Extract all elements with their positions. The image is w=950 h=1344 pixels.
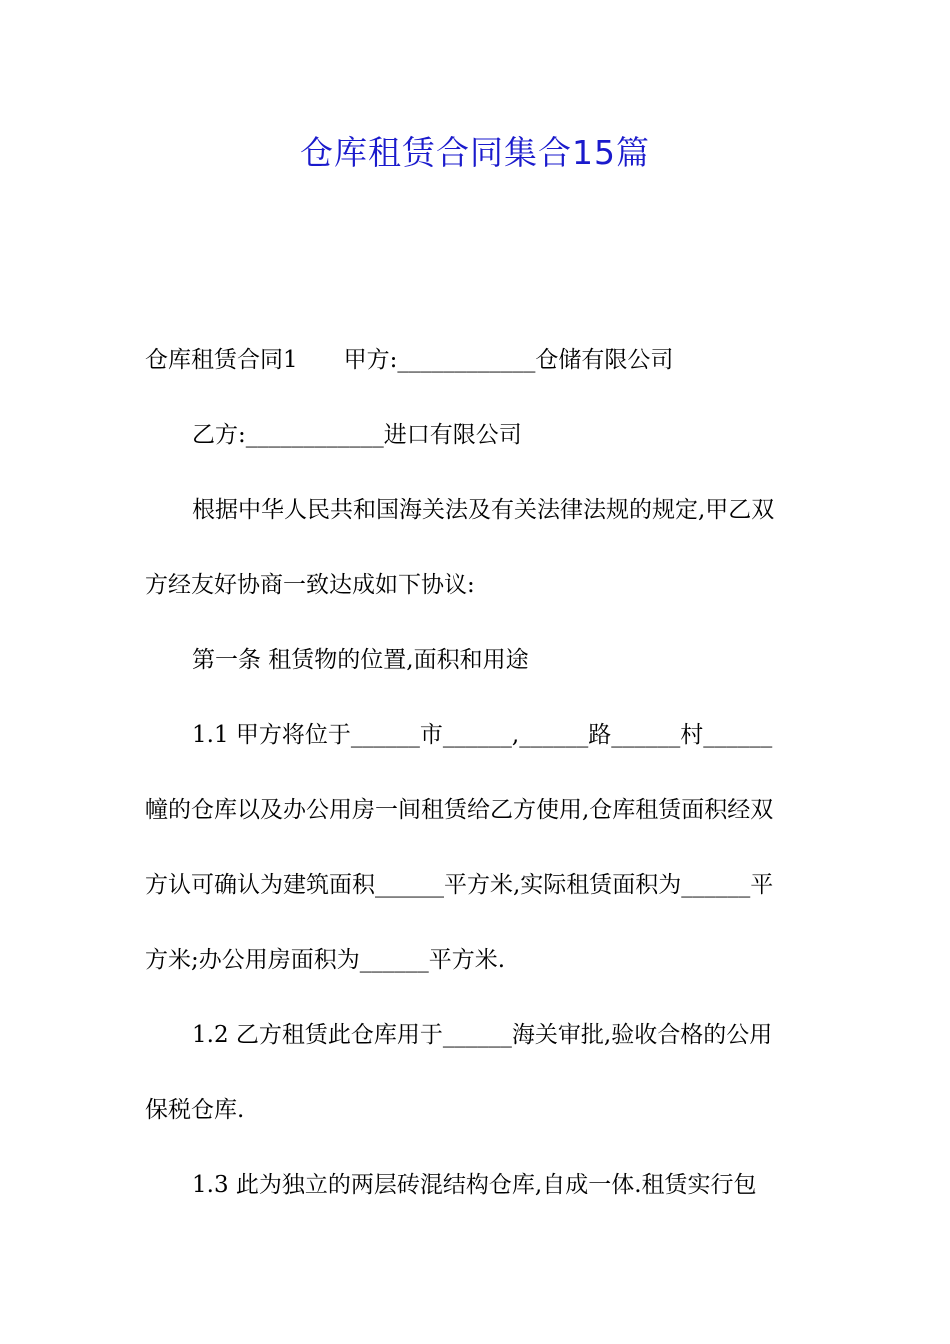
clause-line: 保税仓库. bbox=[145, 1097, 245, 1123]
document-title: 仓库租赁合同集合15篇 bbox=[300, 133, 650, 172]
clause-line: 1.3 此为独立的两层砖混结构仓库,自成一体.租赁实行包 bbox=[192, 1172, 757, 1198]
clause-line: 方米;办公用房面积为______平方米. bbox=[145, 947, 506, 973]
paragraph-line-parties-a: 仓库租赁合同1 甲方:____________仓储有限公司 bbox=[145, 347, 674, 373]
paragraph-line-party-b: 乙方:____________进口有限公司 bbox=[192, 422, 522, 448]
paragraph-line: 方经友好协商一致达成如下协议: bbox=[145, 572, 475, 598]
paragraph-line: 根据中华人民共和国海关法及有关法律法规的规定,甲乙双 bbox=[192, 497, 775, 523]
clause-line: 1.2 乙方租赁此仓库用于______海关审批,验收合格的公用 bbox=[192, 1022, 773, 1048]
clause-line: 幢的仓库以及办公用房一间租赁给乙方使用,仓库租赁面积经双 bbox=[145, 797, 774, 823]
clause-line: 1.1 甲方将位于______市______,______路______村______ bbox=[192, 722, 773, 748]
clause-line: 方认可确认为建筑面积______平方米,实际租赁面积为______平 bbox=[145, 872, 774, 898]
article-heading: 第一条 租赁物的位置,面积和用途 bbox=[192, 647, 529, 673]
